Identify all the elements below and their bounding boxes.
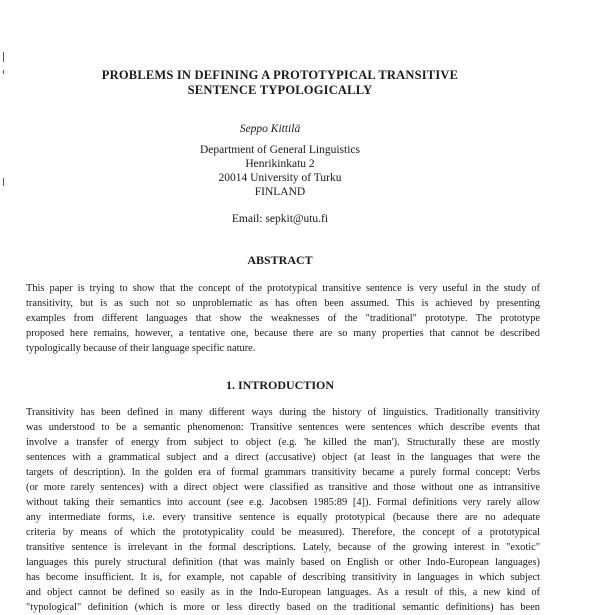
introduction-body: [26, 405, 540, 615]
intro-line: involve a transfer of energy from subject to object (e.g. 'he killed the man'). Structurally these are mostly: [26, 437, 540, 448]
abstract-line: typologically because of their language specific nature.: [26, 343, 256, 354]
introduction-heading: 1. INTRODUCTION: [225, 378, 334, 392]
abstract-line: transitivity, but is as such not so unproblematic as has often been assumed. This is achieved by presenting: [26, 298, 540, 309]
intro-line: transitive sentence is irrelevant in the formal descriptions. Lately, because of the growing interest in "exotic": [26, 542, 540, 553]
intro-line: "typological" definition (which is more or less directly based on the traditional semantic definitions) has been: [26, 602, 540, 613]
intro-line: without taking their semantics into account (see e.g. Jacobsen 1985:89 [4]). Formal definitions very rarely allow: [26, 497, 540, 508]
intro-line: was understood to be a semantic phenomenon: Transitive sentences were sentences which describe events that: [26, 422, 540, 433]
author-email: Email: sepkit@utu.fi: [231, 213, 329, 225]
affiliation-line: 20014 University of Turku: [218, 172, 342, 184]
intro-line: (or more rarely sentences) with a direct object were classified as transitive and those without one as intransitive: [26, 482, 540, 493]
affiliation: [0, 143, 560, 199]
author-name: Seppo Kittilä: [239, 123, 301, 135]
abstract-line: examples from different languages that show the weaknesses of the "traditional" prototype. The prototype: [26, 313, 540, 324]
affiliation-line: FINLAND: [254, 186, 306, 198]
paper-title: [0, 68, 560, 98]
title-line: SENTENCE TYPOLOGICALLY: [187, 83, 373, 97]
intro-line: targets of description). In the golden era of formal grammars transitivity became a purely formal concept: Verbs: [26, 467, 540, 478]
title-line: PROBLEMS IN DEFINING A PROTOTYPICAL TRANSITIVE: [101, 68, 459, 82]
intro-line: has become insufficient. It is, for example, not capable of describing transitivity in languages in which subject: [26, 572, 540, 583]
abstract-line: This paper is trying to show that the concept of the prototypical transitive sentence is very useful in the study of: [26, 283, 540, 294]
intro-line: and object cannot be defined so easily as in the Indo-European languages. As a result of this, a new kind of: [26, 587, 540, 598]
abstract-line: proposed here remains, however, a tentative one, because there are so many properties that cannot be described: [26, 328, 540, 339]
intro-line: Transitivity has been defined in many different ways during the history of linguistics. Traditionally transitivity: [26, 407, 540, 418]
affiliation-line: Department of General Linguistics: [200, 144, 360, 156]
intro-line: sentences with a grammatical subject and a direct (accusative) object (at least in the languages that were the: [26, 452, 540, 463]
scan-edge-mark: [3, 52, 4, 62]
intro-line: criteria by means of which the prototypicality could be measured). Therefore, the concept of a prototypical: [26, 527, 540, 538]
abstract-heading: ABSTRACT: [247, 253, 313, 267]
affiliation-line: Henrikinkatu 2: [245, 158, 315, 170]
intro-line: languages this purely structural definition (that was mainly based on English or other Indo-European languages): [26, 557, 540, 568]
intro-line: any intermediate forms, i.e. every transitive sentence is equally prototypical (because there are no adequate: [26, 512, 540, 523]
abstract-body: [26, 281, 540, 356]
